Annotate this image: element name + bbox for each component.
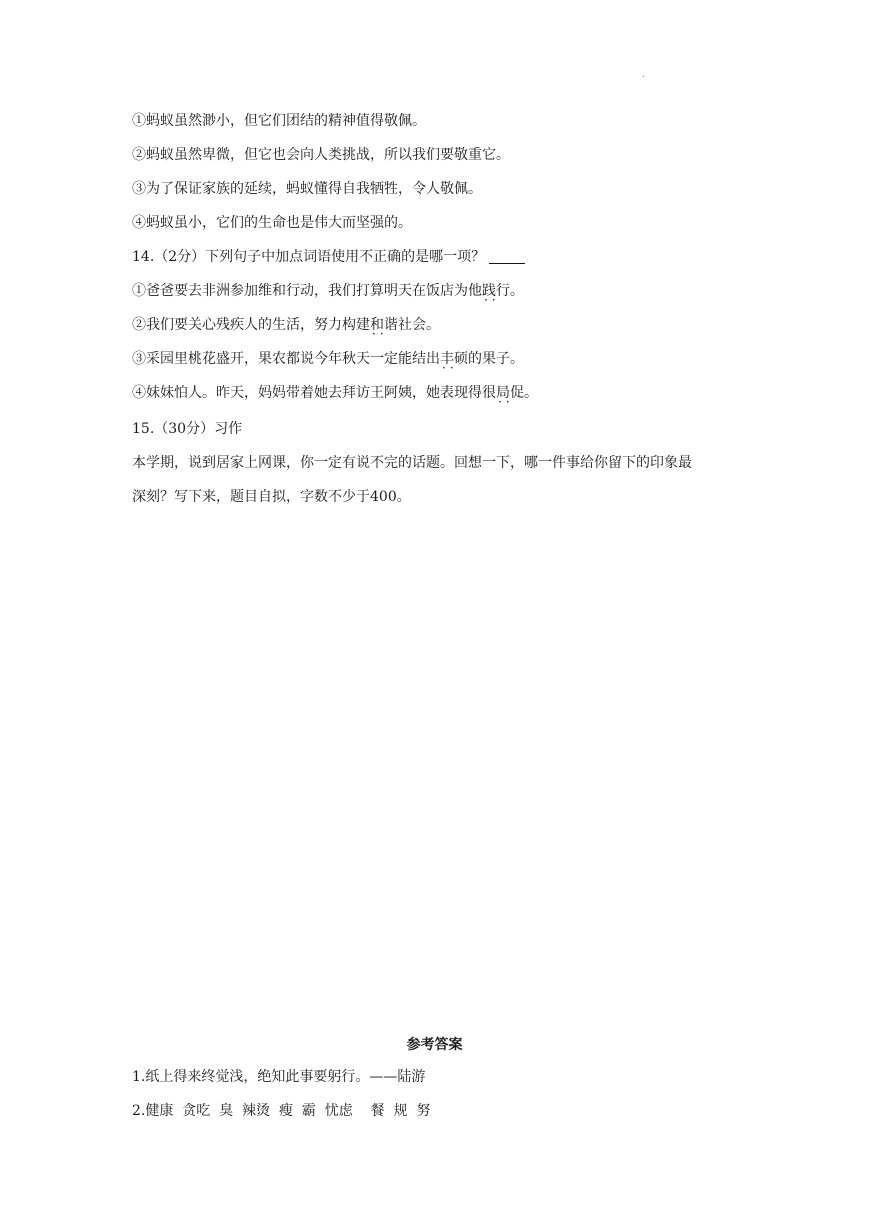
q13-option-2: ②蚂蚁虽然卑微，但它也会向人类挑战，所以我们要敬重它。	[132, 147, 510, 163]
q15-stem: 15.（30分）习作	[132, 421, 243, 437]
answer-blank	[489, 249, 525, 264]
header-dot: .	[642, 70, 645, 79]
answers-title: 参考答案	[406, 1037, 463, 1053]
q15-prompt-line-1: 本学期，说到居家上网课，你一定有说不完的话题。回想一下，哪一件事给你留下的印象最	[132, 455, 692, 471]
answer-1: 1.纸上得来终觉浅，绝知此事要躬行。——陆游	[132, 1069, 426, 1085]
q14-option-1-text: ①爸爸要去非洲参加维和行动，我们打算明天在饭店为他	[132, 283, 482, 299]
q14-option-3-text: ③采园里桃花盛开，果农都说今年秋天一定能结出	[132, 351, 440, 367]
q14-option-3-end: 的果子。	[468, 351, 524, 367]
q14-option-1-end: 。	[510, 283, 524, 299]
q14-option-1	[132, 282, 524, 300]
emphasized-word: 丰硕 ··	[440, 350, 468, 368]
answer-2: 2.健康 贪吃 臭 辣烫 瘦 霸 忧虑 餐 规 努	[132, 1103, 431, 1119]
q14-option-3	[132, 350, 524, 368]
q13-option-4: ④蚂蚁虽小，它们的生命也是伟大而坚强的。	[132, 215, 412, 231]
q14-stem	[132, 248, 525, 266]
q14-stem-text: 14.（2分）下列句子中加点词语使用不正确的是哪一项？	[132, 249, 486, 265]
emphasized-word: 局促 ··	[496, 384, 524, 402]
q13-option-3: ③为了保证家族的延续，蚂蚁懂得自我牺牲，令人敬佩。	[132, 181, 482, 197]
q14-option-2-end: 社会。	[398, 317, 440, 333]
emphasized-word: 和谐 ··	[370, 316, 398, 334]
q15-prompt-line-2: 深刻？写下来，题目自拟，字数不少于400。	[132, 489, 411, 505]
q14-option-4-text: ④妹妹怕人。昨天，妈妈带着她去拜访王阿姨，她表现得很	[132, 385, 496, 401]
q13-option-1: ①蚂蚁虽然渺小，但它们团结的精神值得敬佩。	[132, 113, 426, 129]
q14-option-4-end: 。	[524, 385, 538, 401]
q14-option-2-text: ②我们要关心残疾人的生活，努力构建	[132, 317, 370, 333]
emphasized-word: 践行 ··	[482, 282, 510, 300]
q14-option-4	[132, 384, 538, 402]
q14-option-2	[132, 316, 440, 334]
